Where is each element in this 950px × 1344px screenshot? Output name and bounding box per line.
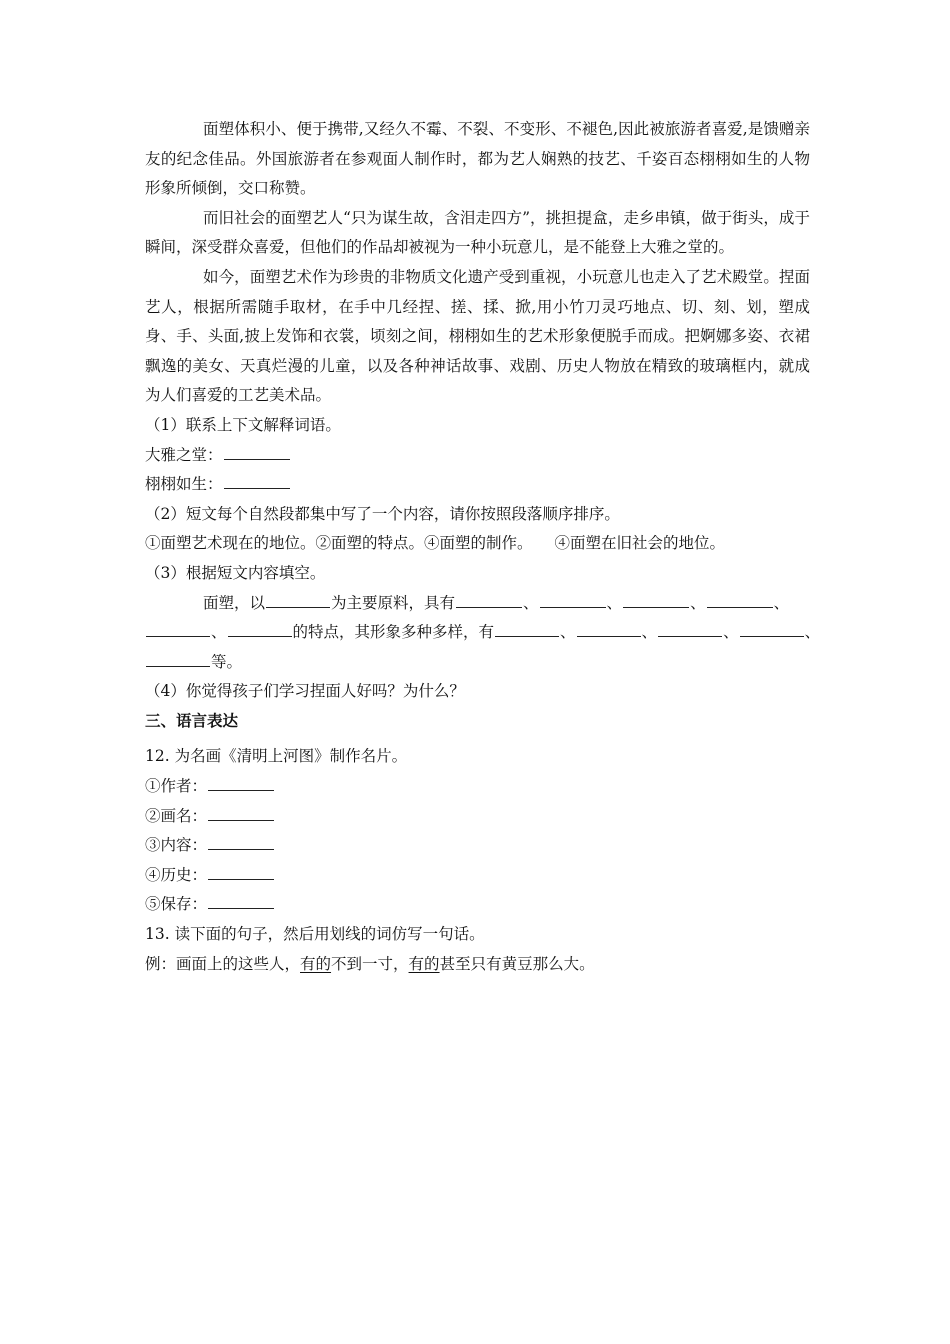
field-label: ①作者：	[145, 777, 208, 796]
question-12-field-history	[145, 861, 810, 891]
answer-blank[interactable]	[707, 589, 773, 608]
fill-text: 面塑，以	[203, 593, 266, 612]
question-12-field-storage	[145, 890, 810, 920]
answer-blank[interactable]	[456, 589, 522, 608]
option-1: ①面塑艺术现在的地位。	[145, 534, 316, 553]
question-12-prompt: 12. 为名画《清明上河图》制作名片。	[145, 747, 408, 766]
field-label: ③内容：	[145, 836, 208, 855]
underlined-word: 有的	[408, 954, 440, 973]
answer-blank[interactable]	[224, 470, 290, 489]
question-13-example	[145, 950, 810, 980]
separator: 、	[523, 593, 539, 612]
passage-paragraph-3: 如今，面塑艺术作为珍贵的非物质文化遗产受到重视，小玩意儿也走入了艺术殿堂。捏面艺人，根据所需随手取材，在手中几经捏、搓、揉、掀,用小竹刀灵巧地点、切、刻、划，塑成身、手、头面,披上发饰和衣裳，顷刻之间，栩栩如生的艺术形象便脱手而成。把婀娜多姿、衣裙飘逸的美女、天真烂漫的儿童，以及各种神话故事、戏剧、历史人物放在精致的玻璃框内，就成为人们喜爱的工艺美术品。	[145, 267, 810, 405]
section-3-heading: 三、语言表达	[145, 711, 239, 730]
question-3-fill-line-2	[145, 618, 821, 648]
separator: 、	[641, 623, 658, 642]
question-12-field-title	[145, 802, 810, 832]
answer-blank[interactable]	[495, 618, 559, 637]
answer-blank[interactable]	[540, 589, 606, 608]
answer-blank[interactable]	[224, 441, 290, 460]
question-3-prompt: （3）根据短文内容填空。	[145, 563, 326, 582]
question-1-item-b	[145, 470, 810, 500]
answer-blank[interactable]	[208, 831, 274, 850]
option-3: ④面塑的制作。	[424, 534, 533, 553]
question-1-prompt: （1）联系上下文解释词语。	[145, 415, 341, 434]
field-label: ②画名：	[145, 806, 208, 825]
answer-blank[interactable]	[208, 802, 274, 821]
separator: 、	[773, 593, 790, 612]
question-4-prompt: （4）你觉得孩子们学习捏面人好吗？为什么？	[145, 682, 465, 701]
question-13-prompt: 13. 读下面的句子，然后用划线的词仿写一句话。	[145, 925, 485, 944]
fill-text: 的特点，其形象多种多样，有	[292, 623, 495, 642]
option-4: ④面塑在旧社会的地位。	[554, 534, 726, 553]
separator: 、	[723, 623, 739, 642]
passage-paragraph-1: 面塑体积小、便于携带,又经久不霉、不裂、不变形、不褪色,因此被旅游者喜爱,是馈赠亲友的纪念佳品。外国旅游者在参观面人制作时，都为艺人娴熟的技艺、千姿百态栩栩如生的人物形象所倾倒，交口称赞。	[145, 120, 810, 198]
question-1-item-a	[145, 441, 810, 471]
question-3-fill-line-1	[145, 589, 810, 619]
question-2-prompt: （2）短文每个自然段都集中写了一个内容，请你按照段落顺序排序。	[145, 504, 620, 523]
option-2: ②面塑的特点。	[315, 534, 425, 553]
separator: 、	[211, 623, 227, 642]
answer-blank[interactable]	[228, 618, 292, 637]
worksheet-page	[145, 115, 821, 979]
answer-blank[interactable]	[208, 772, 274, 791]
example-text: 甚至只有黄豆那么大。	[439, 954, 595, 973]
answer-blank[interactable]	[208, 890, 274, 909]
answer-blank[interactable]	[146, 648, 210, 667]
answer-blank[interactable]	[266, 589, 330, 608]
separator: 、	[804, 623, 821, 642]
fill-text: 为主要原料，具有	[331, 593, 456, 612]
question-3-fill-line-3	[145, 648, 810, 678]
example-text: 不到一寸，	[331, 954, 409, 973]
separator: 、	[690, 593, 706, 612]
answer-blank[interactable]	[208, 861, 274, 880]
question-1-item-b-label: 栩栩如生：	[145, 475, 223, 494]
field-label: ⑤保存：	[145, 895, 208, 914]
answer-blank[interactable]	[623, 589, 689, 608]
fill-text: 等。	[211, 652, 243, 671]
answer-blank[interactable]	[658, 618, 722, 637]
question-1-item-a-label: 大雅之堂：	[145, 445, 223, 464]
example-text: 例：画面上的这些人，	[145, 954, 301, 973]
answer-blank[interactable]	[577, 618, 641, 637]
answer-blank[interactable]	[740, 618, 804, 637]
separator: 、	[560, 623, 576, 642]
separator: 、	[606, 593, 623, 612]
field-label: ④历史：	[145, 865, 208, 884]
question-2-options	[145, 529, 810, 559]
underlined-word: 有的	[300, 954, 332, 973]
passage-paragraph-2: 而旧社会的面塑艺人“只为谋生故，含泪走四方”，挑担提盒，走乡串镇，做于街头，成于瞬间，深受群众喜爱，但他们的作品却被视为一种小玩意儿，是不能登上大雅之堂的。	[145, 208, 810, 257]
question-12-field-content	[145, 831, 810, 861]
question-12-field-author	[145, 772, 810, 802]
answer-blank[interactable]	[146, 618, 210, 637]
